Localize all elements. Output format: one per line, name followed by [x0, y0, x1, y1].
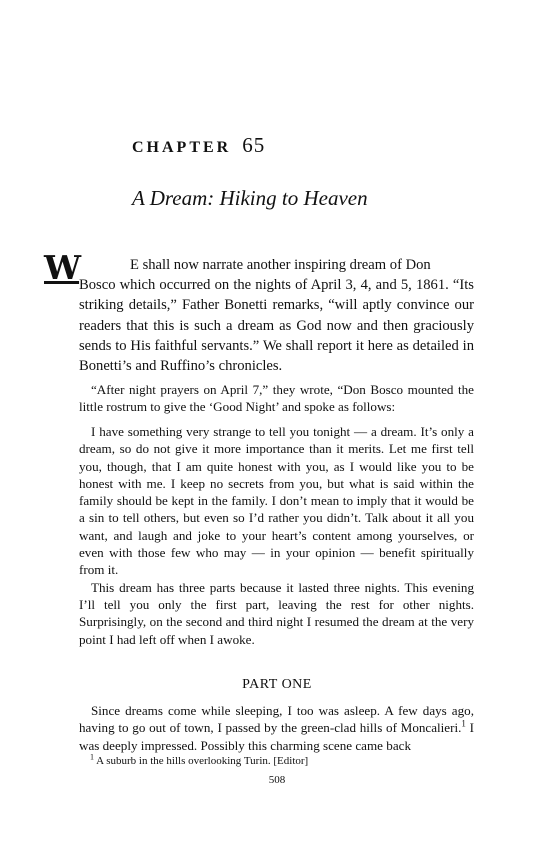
part-one-text-before: Since dreams come while sleeping, I too was asleep. A few days ago, having to go out of town, I passed by the green-clad hills of Moncalieri.: [79, 703, 474, 736]
footnote-marker: 1: [90, 752, 94, 762]
page-number: 508: [268, 774, 286, 786]
paragraph-three-parts: This dream has three parts because it lasted three nights. This evening I’ll tell you only the first part, leaving the rest for other nights. Surprisingly, on the second and third night I resumed the dream at the very point I had left off when I awoke.: [79, 579, 474, 647]
part-one-text-after: I was deeply impressed. Possibly this charming scene came back: [79, 720, 475, 753]
footnote-text: A suburb in the hills overlooking Turin. [Editor]: [96, 755, 309, 767]
dream-intro-block: [79, 423, 474, 648]
opening-first-line: E shall now narrate another inspiring dream of Don: [130, 257, 431, 273]
chapter-label: CHAPTER: [132, 139, 232, 156]
drop-cap-initial: W: [44, 248, 80, 287]
opening-paragraph: [79, 255, 474, 376]
footnote-reference: 1: [461, 718, 466, 729]
part-heading: PART ONE: [242, 677, 312, 692]
chapter-heading: [132, 133, 265, 158]
footnote: [90, 752, 309, 767]
opening-rest: Bosco which occurred on the nights of April 3, 4, and 5, 1861. “Its striking details,” Father Bonetti remarks, “will aptly convince our readers that this is such a dream as God now and then graciously sends to His faithful servants.” We shall report it here as detailed in Bonetti’s and Ruffino’s chronicles.: [79, 277, 474, 375]
paragraph-part-one: [79, 702, 474, 754]
paragraph-strange-dream: I have something very strange to tell you tonight — a dream. It’s only a dream, so do not give it more importance than it merits. Let me first tell you, though, that I am quite honest with you, as I would like you to be honest with me. I keep no secrets from you, but what is said within the family should be kept in the family. I don’t mean to imply that it would be a sin to tell others, but even so I’d rather you didn’t. Talk about it all you want, and laugh and joke to your heart’s content among yourselves, or even with those few who may — in your opinion — benefit spiritually from it.: [79, 424, 474, 578]
chapter-title: A Dream: Hiking to Heaven: [132, 186, 368, 210]
paragraph-good-night: “After night prayers on April 7,” they wrote, “Don Bosco mounted the little rostrum to give the ‘Good Night’ and spoke as follows:: [79, 382, 474, 415]
chapter-number: 65: [242, 133, 266, 157]
